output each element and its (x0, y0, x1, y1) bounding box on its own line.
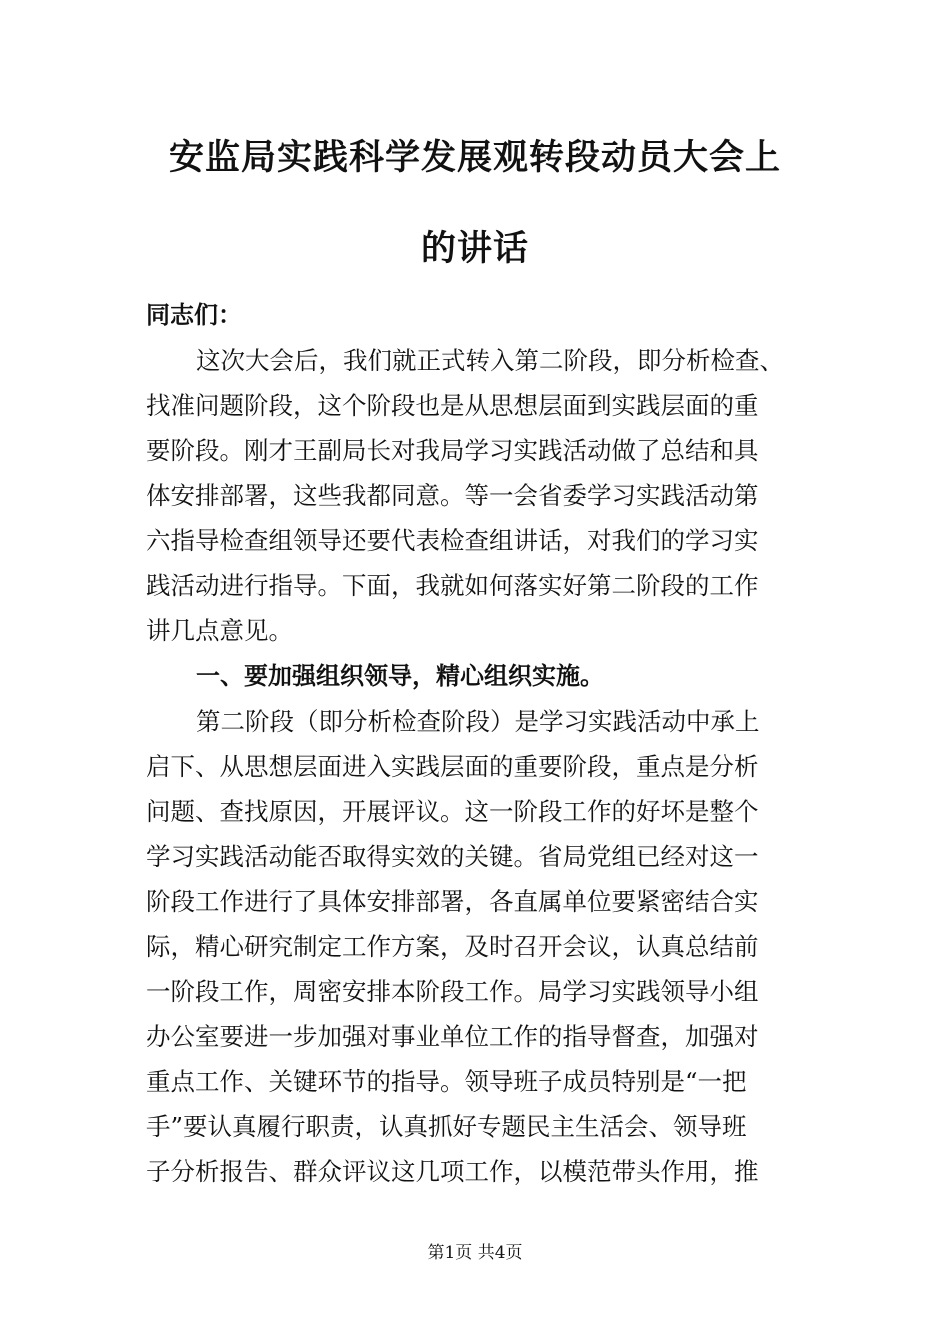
salutation: 同志们： (146, 301, 242, 329)
paragraph-1-line: 这次大会后，我们就正式转入第二阶段，即分析检查、 (196, 346, 784, 375)
paragraph-2-line: 问题、查找原因，开展评议。这一阶段工作的好坏是整个 (146, 797, 759, 826)
paragraph-2-line: 阶段工作进行了具体安排部署，各直属单位要紧密结合实 (146, 887, 759, 916)
paragraph-2-line: 办公室要进一步加强对事业单位工作的指导督查，加强对 (146, 1022, 759, 1051)
paragraph-2-line: 一阶段工作，周密安排本阶段工作。局学习实践领导小组 (146, 977, 759, 1006)
paragraph-1-line: 要阶段。刚才王副局长对我局学习实践活动做了总结和具 (146, 436, 759, 465)
paragraph-2-line: 子分析报告、群众评议这几项工作，以模范带头作用，推 (146, 1157, 759, 1186)
page-number-footer: 第1页 共4页 (427, 1243, 523, 1263)
paragraph-2-line: 手”要认真履行职责，认真抓好专题民主生活会、领导班 (146, 1112, 747, 1141)
section-heading: 一、要加强组织领导，精心组织实施。 (196, 662, 604, 690)
paragraph-1-line: 体安排部署，这些我都同意。等一会省委学习实践活动第 (146, 481, 759, 510)
paragraph-1-line: 讲几点意见。 (146, 616, 293, 645)
document-title-line-1: 安监局实践科学发展观转段动员大会上 (168, 138, 781, 178)
paragraph-2-line: 学习实践活动能否取得实效的关键。省局党组已经对这一 (146, 842, 759, 871)
document-title-line-2: 的讲话 (420, 229, 529, 269)
paragraph-1-line: 践活动进行指导。下面，我就如何落实好第二阶段的工作 (146, 571, 759, 600)
paragraph-2-line: 重点工作、关键环节的指导。领导班子成员特别是“一把 (146, 1067, 747, 1096)
paragraph-2-line: 际，精心研究制定工作方案，及时召开会议，认真总结前 (146, 932, 759, 961)
paragraph-1-line: 六指导检查组领导还要代表检查组讲话，对我们的学习实 (146, 526, 759, 555)
paragraph-1-line: 找准问题阶段，这个阶段也是从思想层面到实践层面的重 (146, 391, 759, 420)
paragraph-2-line: 第二阶段（即分析检查阶段）是学习实践活动中承上 (196, 707, 760, 736)
paragraph-2-line: 启下、从思想层面进入实践层面的重要阶段，重点是分析 (146, 752, 759, 781)
